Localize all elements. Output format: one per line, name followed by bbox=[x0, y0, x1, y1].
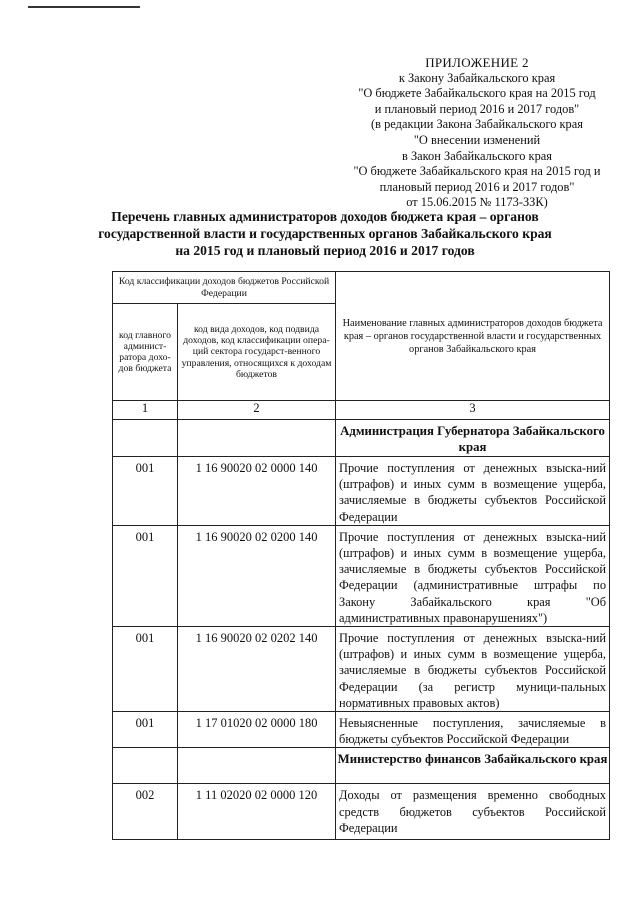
section-row bbox=[113, 748, 610, 784]
appendix-line: "О бюджете Забайкальского края на 2015 год и bbox=[353, 164, 601, 179]
column-number-row bbox=[113, 401, 610, 420]
empty-cell bbox=[113, 420, 178, 457]
table-row bbox=[113, 784, 610, 840]
header-col1-label: код главного админист-ратора дохо-дов бюджета bbox=[113, 304, 178, 401]
table-row bbox=[113, 457, 610, 526]
income-code: 1 16 90020 02 0000 140 bbox=[178, 457, 336, 526]
appendix-line: от 15.06.2015 № 1173-ЗЗК) bbox=[406, 195, 548, 210]
admin-code: 001 bbox=[113, 712, 178, 748]
empty-cell bbox=[113, 748, 178, 784]
section-row bbox=[113, 420, 610, 457]
appendix-line: к Закону Забайкальского края bbox=[398, 70, 556, 85]
section-title: Администрация Губернатора Забайкальского края bbox=[336, 420, 610, 457]
column-number: 1 bbox=[113, 401, 178, 420]
admin-code: 002 bbox=[113, 784, 178, 840]
income-description: Прочие поступления от денежных взыска-ний (штрафов) и иных сумм в возмещение ущерба, зачисляемые в бюджеты субъектов Российской Федерации bbox=[336, 457, 610, 526]
appendix-line: ПРИЛОЖЕНИЕ 2 bbox=[425, 55, 529, 70]
income-description: Прочие поступления от денежных взыска-ний (штрафов) и иных сумм в возмещение ущерба, зачисляемые в бюджеты субъектов Российской Федерации (за регистр муници-пальных нормативных правовых актов) bbox=[336, 627, 610, 712]
income-code: 1 17 01020 02 0000 180 bbox=[178, 712, 336, 748]
column-number: 3 bbox=[336, 401, 610, 420]
header-row-group bbox=[113, 272, 610, 304]
income-code: 1 16 90020 02 0202 140 bbox=[178, 627, 336, 712]
document-title bbox=[60, 208, 590, 259]
header-col2-label: код вида доходов, код подвида доходов, код классификации опера-ций сектора государст-венного управления, относящихся к доходам бюджетов bbox=[178, 304, 336, 401]
appendix-header bbox=[332, 55, 622, 211]
column-number: 2 bbox=[178, 401, 336, 420]
appendix-line: в Закон Забайкальского края bbox=[402, 148, 552, 163]
title-line: государственной власти и государственных органов Забайкальского края bbox=[98, 226, 552, 241]
admin-code: 001 bbox=[113, 457, 178, 526]
table-row bbox=[113, 712, 610, 748]
income-description: Доходы от размещения временно свободных средств бюджетов субъектов Российской Федерации bbox=[336, 784, 610, 840]
section-title: Министерство финансов Забайкальского края bbox=[336, 748, 610, 784]
income-code: 1 11 02020 02 0000 120 bbox=[178, 784, 336, 840]
scan-edge-line bbox=[28, 6, 140, 8]
income-description: Прочие поступления от денежных взыска-ний (штрафов) и иных сумм в возмещение ущерба, зачисляемые в бюджеты субъектов Российской Федерации (административные штрафы по Закону Забайкальского края "Об административных правонарушениях") bbox=[336, 525, 610, 626]
empty-cell bbox=[178, 748, 336, 784]
header-col3-label: Наименование главных администраторов доходов бюджета края – органов государственной власти и государственных органов Забайкальского края bbox=[336, 272, 610, 401]
empty-cell bbox=[178, 420, 336, 457]
income-description: Невыясненные поступления, зачисляемые в бюджеты субъектов Российской Федерации bbox=[336, 712, 610, 748]
appendix-line: (в редакции Закона Забайкальского края bbox=[371, 117, 583, 132]
appendix-line: "О внесении изменений bbox=[413, 132, 541, 147]
header-group-label: Код классификации доходов бюджетов Российской Федерации bbox=[113, 272, 336, 304]
title-line: на 2015 год и плановый период 2016 и 2017 годов bbox=[175, 243, 475, 258]
administrators-table bbox=[112, 271, 610, 840]
table-row bbox=[113, 627, 610, 712]
title-line: Перечень главных администраторов доходов бюджета края – органов bbox=[111, 209, 539, 224]
admin-code: 001 bbox=[113, 525, 178, 626]
admin-code: 001 bbox=[113, 627, 178, 712]
appendix-line: плановый период 2016 и 2017 годов" bbox=[379, 179, 575, 194]
appendix-line: и плановый период 2016 и 2017 годов" bbox=[374, 101, 580, 116]
table-row bbox=[113, 525, 610, 626]
income-code: 1 16 90020 02 0200 140 bbox=[178, 525, 336, 626]
appendix-line: "О бюджете Забайкальского края на 2015 год bbox=[358, 86, 596, 101]
